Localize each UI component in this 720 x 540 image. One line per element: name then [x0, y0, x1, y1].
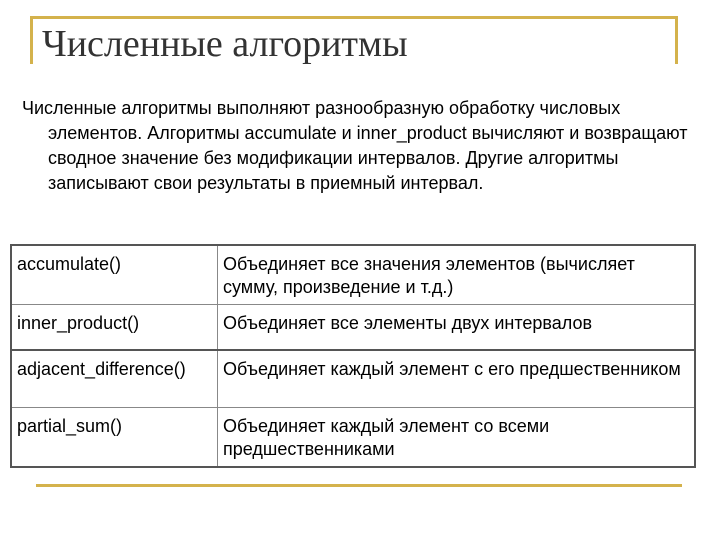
algorithm-description: Объединяет все элементы двух интервалов	[218, 305, 696, 351]
table-row	[11, 408, 695, 468]
algorithm-description: Объединяет каждый элемент с его предшественником	[218, 350, 696, 408]
slide-title: Численные алгоритмы	[42, 23, 408, 65]
algorithm-name: partial_sum()	[11, 408, 218, 468]
intro-paragraph: Численные алгоритмы выполняют разнообразную обработку числовых элементов. Алгоритмы accumulate и inner_product вычисляют и возвращают сводное значение без модификации интервалов. Другие алгоритмы записывают свои результаты в приемный интервал.	[22, 98, 688, 193]
title-frame-left-line	[30, 16, 33, 64]
table-row	[11, 350, 695, 408]
algorithm-name: accumulate()	[11, 245, 218, 305]
algorithm-description: Объединяет каждый элемент со всеми предшественниками	[218, 408, 696, 468]
title-frame-top-line	[30, 16, 678, 19]
algorithm-name: adjacent_difference()	[11, 350, 218, 408]
algorithm-description: Объединяет все значения элементов (вычисляет сумму, произведение и т.д.)	[218, 245, 696, 305]
algorithm-name: inner_product()	[11, 305, 218, 351]
footer-divider-line	[36, 484, 682, 487]
title-frame-right-line	[675, 16, 678, 64]
algorithms-table	[10, 244, 696, 468]
table-row	[11, 245, 695, 305]
table-row	[11, 305, 695, 351]
